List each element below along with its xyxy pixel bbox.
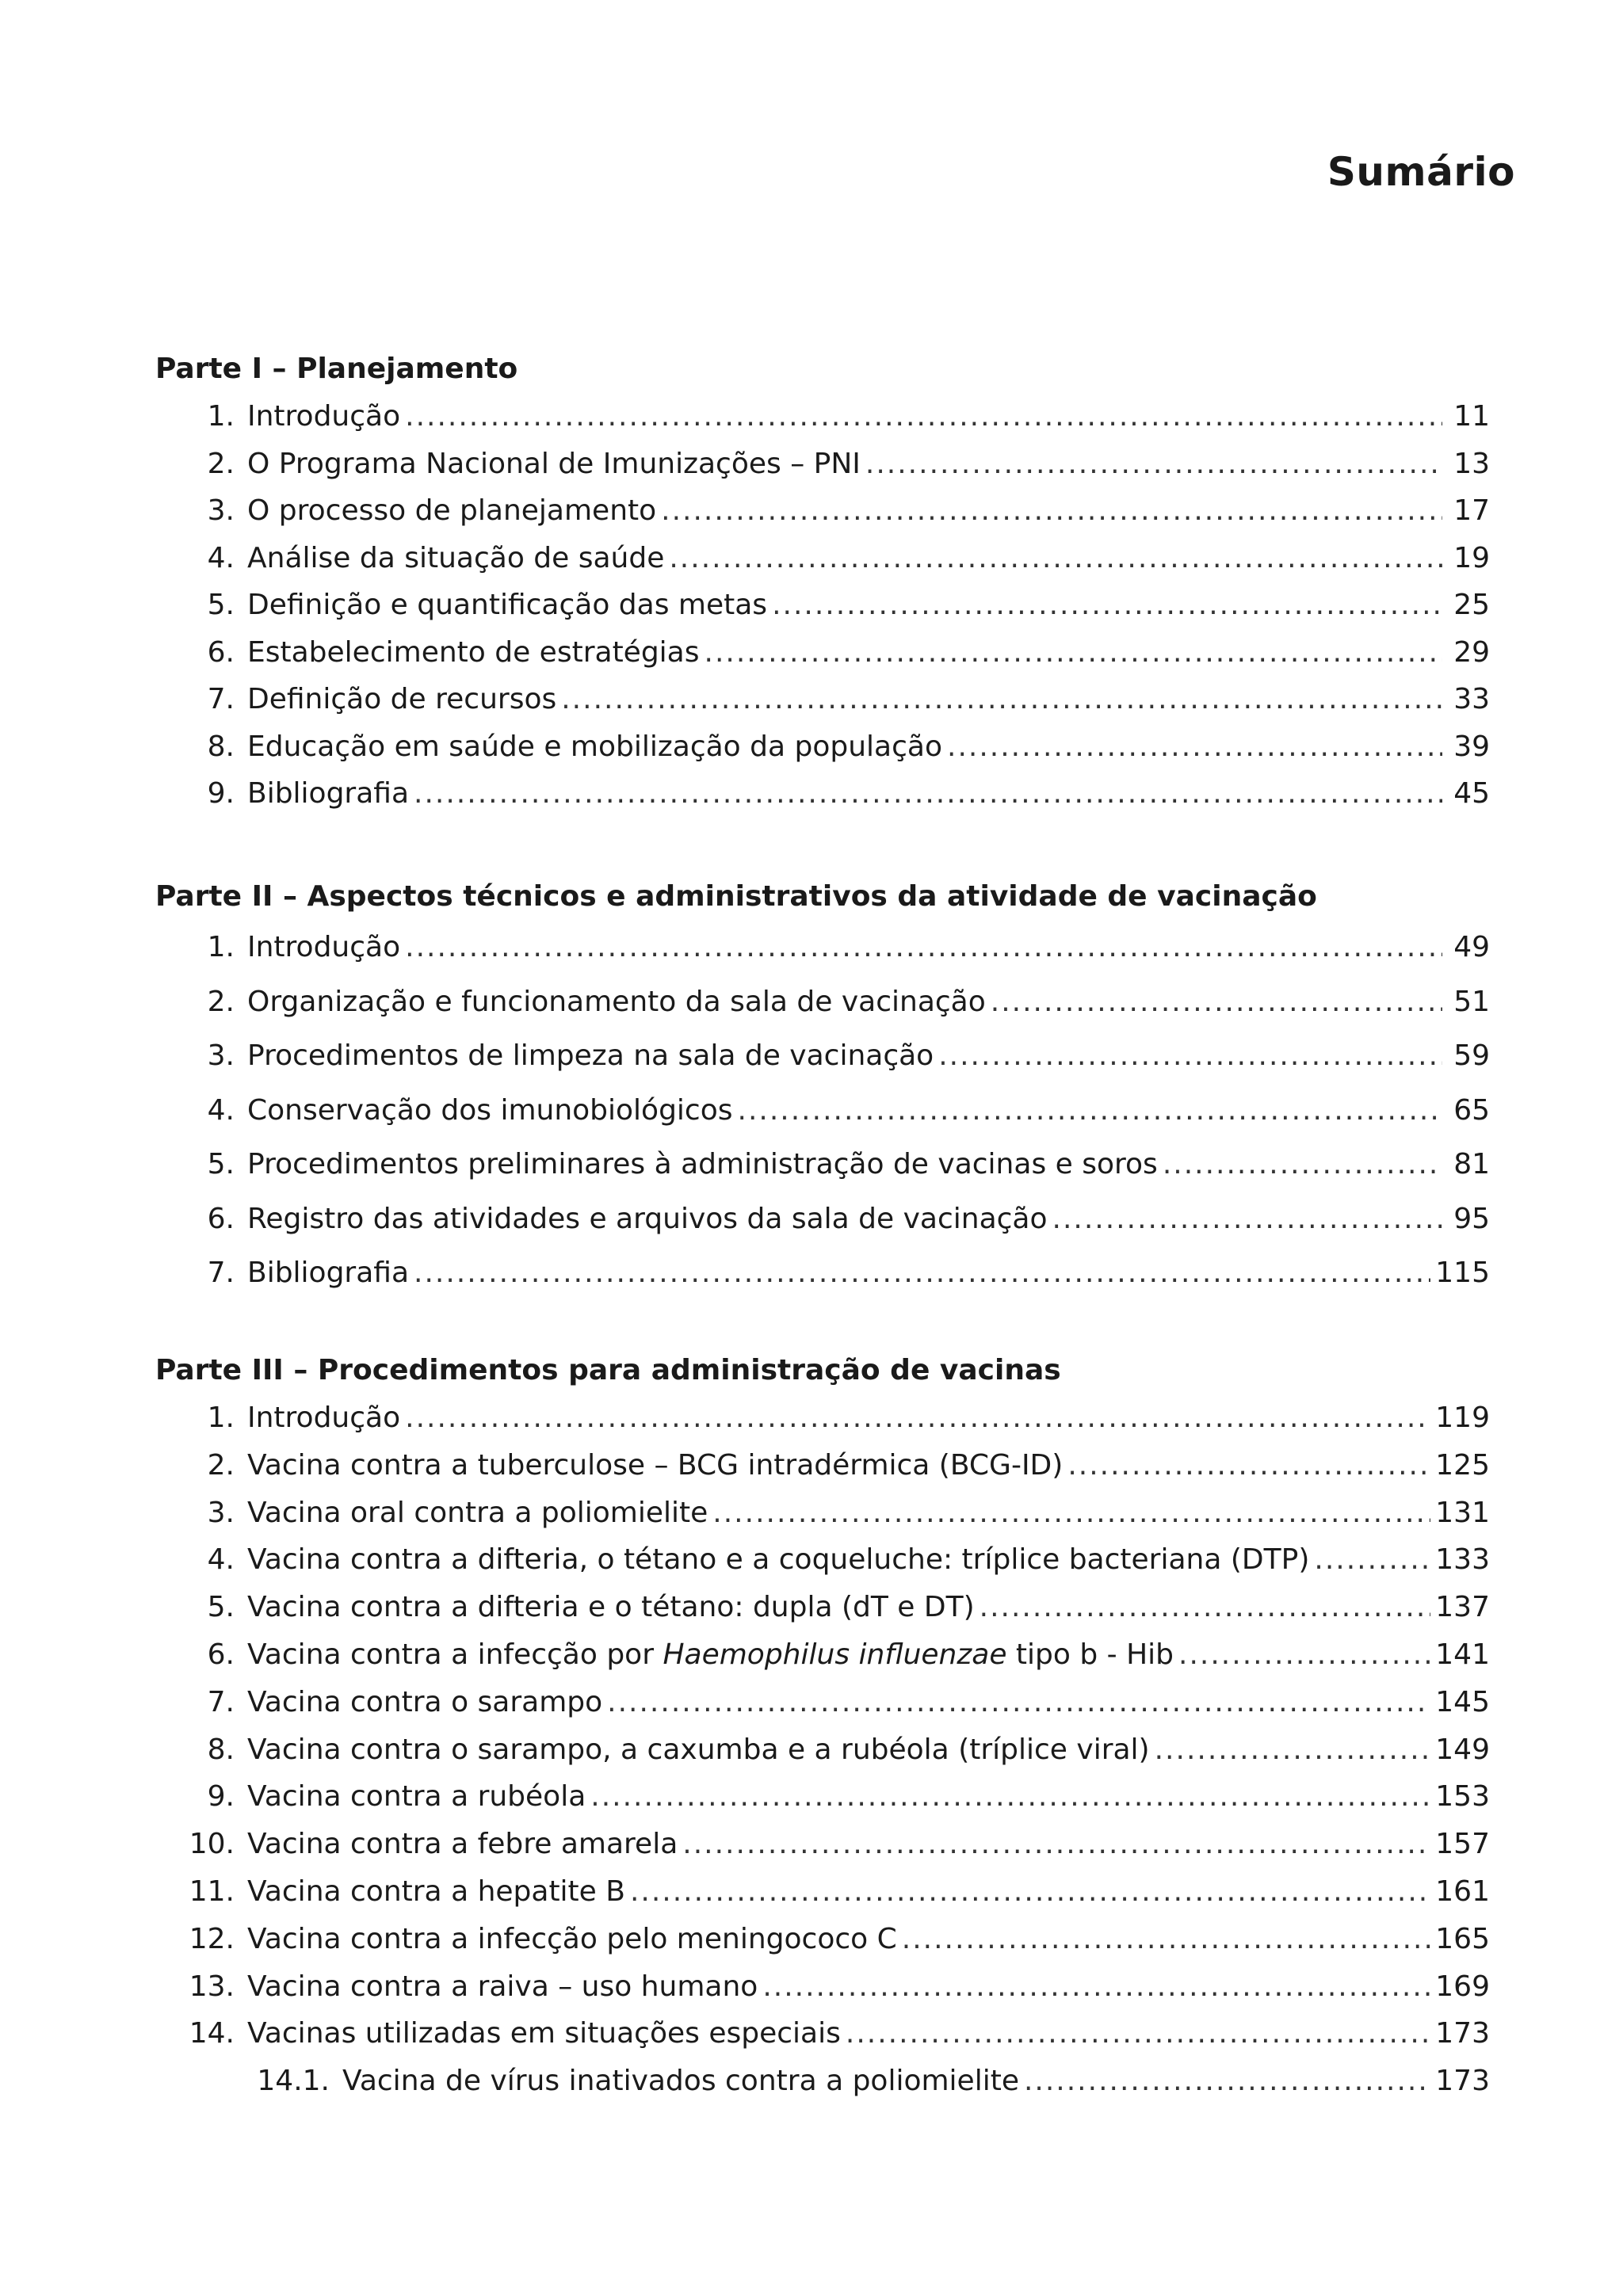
toc-entry[interactable] (155, 535, 1490, 582)
dot-leader (1314, 1536, 1430, 1584)
toc-entry[interactable] (155, 1868, 1490, 1916)
part-title: Parte III – Procedimentos para administração de vacinas (155, 1354, 1061, 1386)
toc-entry[interactable] (155, 723, 1490, 771)
entry-page: 153 (1435, 1780, 1490, 1814)
toc-entry[interactable] (155, 1442, 1490, 1489)
entry-page: 125 (1435, 1448, 1490, 1482)
dot-leader (712, 1489, 1430, 1537)
entry-number: 14. (189, 2017, 235, 2050)
dot-leader (682, 1821, 1430, 1868)
entry-title: Vacina contra a infecção pelo meningococo C (247, 1922, 897, 1955)
dot-leader (561, 676, 1442, 723)
toc-entry[interactable] (155, 487, 1490, 535)
entry-page: 19 (1453, 541, 1490, 574)
dot-leader (902, 1916, 1431, 1963)
entry-title: Introdução (247, 400, 401, 433)
toc-entry[interactable] (155, 582, 1490, 629)
entry-number: 7. (207, 1685, 235, 1718)
toc-entry[interactable] (155, 629, 1490, 677)
entry-page: 59 (1453, 1039, 1490, 1072)
entry-title (247, 1631, 1174, 1679)
dot-leader (414, 770, 1442, 818)
entry-title: Vacina contra a rubéola (247, 1780, 586, 1814)
dot-leader (991, 975, 1442, 1030)
toc-entry[interactable] (155, 1138, 1490, 1192)
entry-title: Vacina oral contra a poliomielite (247, 1496, 708, 1529)
entry-page: 81 (1453, 1148, 1490, 1180)
entry-title: Vacina contra a difteria e o tétano: dupla (dT e DT) (247, 1591, 975, 1624)
entry-page: 25 (1453, 589, 1490, 621)
entry-number: 13. (189, 1970, 235, 2003)
dot-leader (405, 393, 1442, 441)
entry-number: 9. (207, 1780, 235, 1814)
toc-entry[interactable] (155, 1536, 1490, 1584)
dot-leader (669, 535, 1442, 582)
toc-entry[interactable] (155, 1246, 1490, 1301)
entry-number: 4. (207, 541, 235, 574)
entry-number: 1. (207, 400, 235, 433)
entry-page: 17 (1453, 494, 1490, 527)
toc-entry[interactable] (155, 1489, 1490, 1537)
entry-number: 4. (207, 1093, 235, 1127)
entry-title: Bibliografia (247, 1257, 410, 1289)
toc-part-3 (155, 1347, 1490, 2105)
entry-title: Registro das atividades e arquivos da sala de vacinação (247, 1202, 1048, 1235)
toc-subentry[interactable] (155, 2058, 1490, 2105)
entry-title: Definição e quantificação das metas (247, 589, 768, 621)
entry-number: 5. (207, 1148, 235, 1180)
toc-entry[interactable] (155, 1726, 1490, 1774)
entry-number: 8. (207, 1733, 235, 1766)
dot-leader (414, 1246, 1430, 1301)
entry-page: 133 (1435, 1543, 1490, 1577)
entry-title: Vacina contra a febre amarela (247, 1828, 678, 1861)
entry-title: Vacina contra a tuberculose – BCG intradérmica (BCG-ID) (247, 1448, 1064, 1482)
entry-page: 145 (1435, 1685, 1490, 1718)
toc-entry[interactable] (155, 975, 1490, 1030)
entry-number: 3. (207, 1039, 235, 1072)
entry-page: 115 (1435, 1257, 1490, 1289)
entry-page: 131 (1435, 1496, 1490, 1529)
entry-title: Vacina contra o sarampo (247, 1685, 603, 1718)
dot-leader (1178, 1631, 1430, 1679)
toc-entry[interactable] (155, 441, 1490, 488)
entry-number: 1. (207, 1402, 235, 1434)
entry-page: 161 (1435, 1875, 1490, 1908)
entry-title-italic: Haemophilus influenzae (663, 1638, 1007, 1671)
toc-entry[interactable] (155, 1192, 1490, 1247)
dot-leader (405, 1394, 1430, 1442)
dot-leader (630, 1868, 1430, 1916)
entry-number: 3. (207, 1496, 235, 1529)
part-title: Parte II – Aspectos técnicos e administrativos da atividade de vacinação (155, 880, 1317, 913)
entry-number: 6. (207, 635, 235, 669)
entry-title: Introdução (247, 1402, 401, 1434)
entry-title: Definição de recursos (247, 683, 557, 715)
entry-number: 3. (207, 494, 235, 527)
entry-page: 45 (1453, 777, 1490, 810)
dot-leader (865, 441, 1442, 488)
dot-leader (846, 2010, 1430, 2058)
entry-number: 12. (189, 1922, 235, 1955)
dot-leader (1052, 1192, 1442, 1247)
entry-page: 141 (1435, 1638, 1490, 1671)
entry-page: 95 (1453, 1202, 1490, 1235)
entry-number: 11. (189, 1875, 235, 1908)
dot-leader (705, 629, 1443, 677)
entry-number: 7. (207, 1257, 235, 1289)
entry-title-post: tipo b - Hib (1006, 1638, 1174, 1671)
toc-entry[interactable] (155, 1394, 1490, 1442)
entry-number: 6. (207, 1638, 235, 1671)
entry-page: 49 (1453, 931, 1490, 963)
entry-title: Vacina contra a difteria, o tétano e a coqueluche: tríplice bacteriana (DTP) (247, 1543, 1310, 1577)
entry-number: 5. (207, 589, 235, 621)
entry-title: Vacina contra a hepatite B (247, 1875, 625, 1908)
dot-leader (938, 1029, 1442, 1084)
dot-leader (980, 1584, 1431, 1631)
toc-entry[interactable] (155, 676, 1490, 723)
entry-page: 33 (1453, 683, 1490, 715)
entry-title: Análise da situação de saúde (247, 541, 665, 574)
entry-page: 157 (1435, 1828, 1490, 1861)
entry-title: Procedimentos de limpeza na sala de vacinação (247, 1039, 934, 1072)
entry-page: 173 (1435, 2017, 1490, 2050)
dot-leader (607, 1679, 1430, 1726)
toc-entry[interactable] (155, 1963, 1490, 2011)
entry-title-pre: Vacina contra a infecção por (247, 1638, 663, 1671)
dot-leader (772, 582, 1442, 629)
entry-page: 149 (1435, 1733, 1490, 1766)
dot-leader (590, 1773, 1430, 1821)
entry-number: 2. (207, 1448, 235, 1482)
dot-leader (1067, 1442, 1430, 1489)
toc-part-1 (155, 345, 1490, 818)
entry-page: 119 (1435, 1402, 1490, 1434)
entry-page: 137 (1435, 1591, 1490, 1624)
dot-leader (1155, 1726, 1431, 1774)
dot-leader (1163, 1138, 1442, 1192)
dot-leader (762, 1963, 1430, 2011)
entry-title: O Programa Nacional de Imunizações – PNI (247, 447, 861, 480)
entry-title: Vacina contra a raiva – uso humano (247, 1970, 758, 2003)
entry-number: 5. (207, 1591, 235, 1624)
entry-page: 11 (1453, 400, 1490, 433)
entry-page: 169 (1435, 1970, 1490, 2003)
entry-page: 165 (1435, 1922, 1490, 1955)
dot-leader (947, 723, 1442, 771)
entry-number: 2. (207, 985, 235, 1018)
entry-title: Introdução (247, 931, 401, 963)
part-title: Parte I – Planejamento (155, 353, 518, 385)
entry-page: 65 (1453, 1093, 1490, 1127)
entry-page: 29 (1453, 635, 1490, 669)
entry-number: 4. (207, 1543, 235, 1577)
page-title: Sumário (1327, 149, 1515, 195)
dot-leader (661, 487, 1442, 535)
toc-entry[interactable] (155, 1773, 1490, 1821)
entry-number: 7. (207, 683, 235, 715)
entry-page: 39 (1453, 730, 1490, 763)
dot-leader (738, 1084, 1442, 1138)
dot-leader (1024, 2058, 1430, 2105)
entry-number: 14.1. (257, 2065, 330, 2098)
dot-leader (405, 921, 1442, 975)
entry-number: 10. (189, 1828, 235, 1861)
entry-title: Procedimentos preliminares à administração de vacinas e soros (247, 1148, 1158, 1180)
entry-page: 51 (1453, 985, 1490, 1018)
entry-number: 9. (207, 777, 235, 810)
toc-entry[interactable] (155, 921, 1490, 975)
entry-title: O processo de planejamento (247, 494, 657, 527)
entry-title: Vacina de vírus inativados contra a poliomielite (342, 2065, 1019, 2098)
toc-entry[interactable] (155, 770, 1490, 818)
entry-title: Vacinas utilizadas em situações especiais (247, 2017, 841, 2050)
toc-entry[interactable] (155, 1821, 1490, 1868)
toc-entry[interactable] (155, 1084, 1490, 1138)
entry-page: 173 (1435, 2065, 1490, 2098)
entry-title: Educação em saúde e mobilização da população (247, 730, 942, 763)
entry-title: Vacina contra o sarampo, a caxumba e a rubéola (tríplice viral) (247, 1733, 1150, 1766)
entry-number: 2. (207, 447, 235, 480)
toc-part-2 (155, 873, 1490, 1301)
toc-entry[interactable] (155, 1916, 1490, 1963)
toc-entry[interactable] (155, 1631, 1490, 1679)
entry-page: 13 (1453, 447, 1490, 480)
entry-title: Estabelecimento de estratégias (247, 635, 700, 669)
entry-title: Bibliografia (247, 777, 410, 810)
entry-number: 8. (207, 730, 235, 763)
toc-entry[interactable] (155, 1679, 1490, 1726)
entry-number: 6. (207, 1202, 235, 1235)
toc-entry[interactable] (155, 2010, 1490, 2058)
toc-entry[interactable] (155, 393, 1490, 441)
entry-number: 1. (207, 931, 235, 963)
toc-entry[interactable] (155, 1029, 1490, 1084)
entry-title: Organização e funcionamento da sala de vacinação (247, 985, 986, 1018)
toc-entry[interactable] (155, 1584, 1490, 1631)
entry-title: Conservação dos imunobiológicos (247, 1093, 733, 1127)
